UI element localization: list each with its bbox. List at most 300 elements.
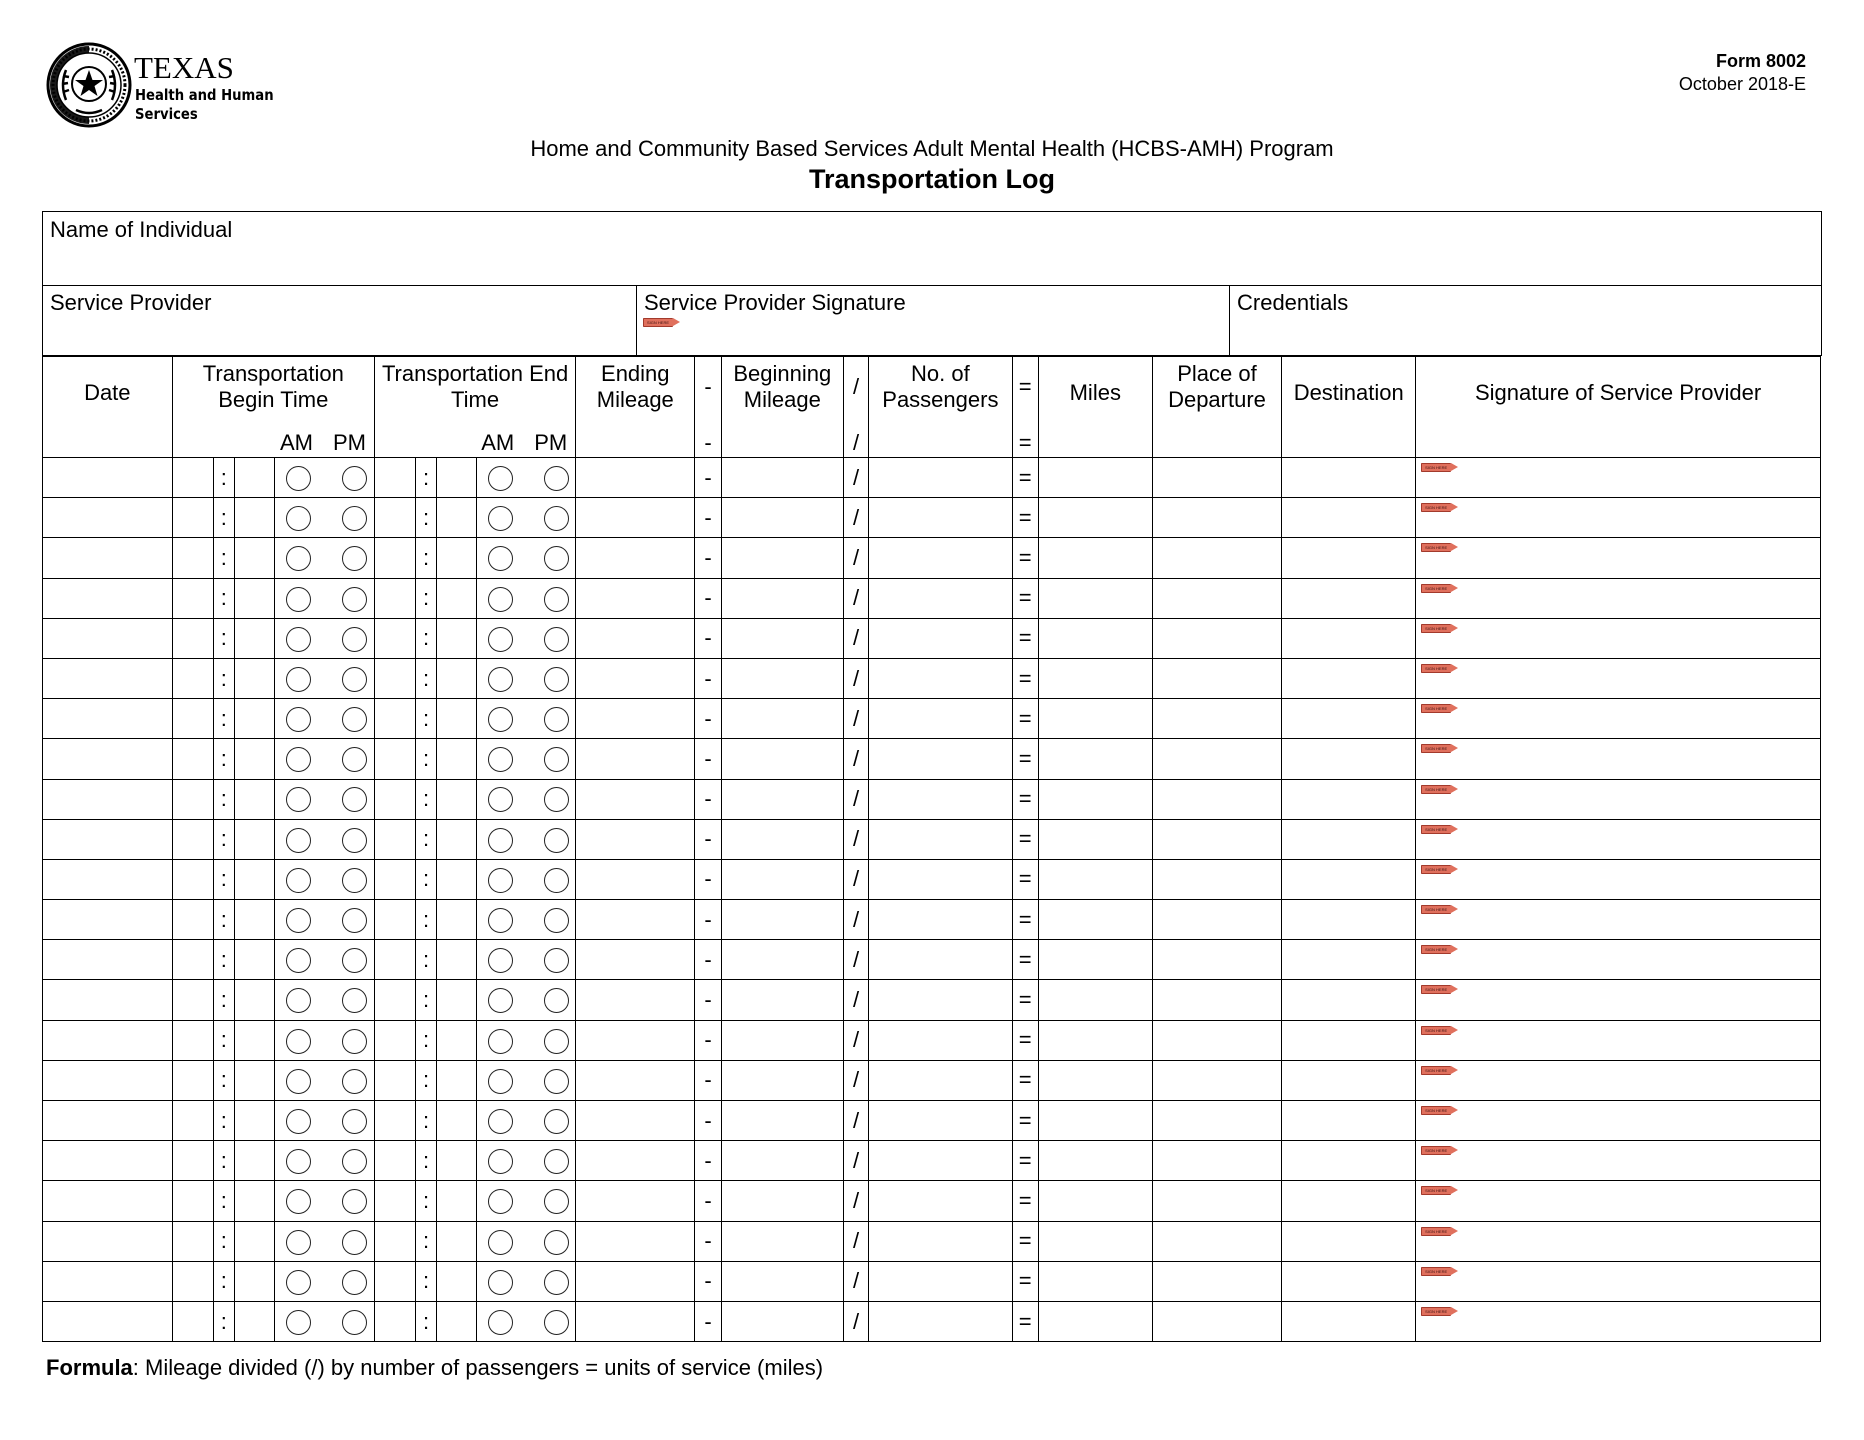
- date-cell[interactable]: [43, 1101, 173, 1141]
- signature-cell[interactable]: [1416, 1221, 1821, 1261]
- ending-mileage-cell[interactable]: [576, 1020, 695, 1060]
- begin-pm-radio[interactable]: [342, 1109, 367, 1134]
- end-minute-cell[interactable]: [437, 980, 477, 1020]
- miles-cell[interactable]: [1038, 1101, 1152, 1141]
- end-hour-cell[interactable]: [374, 1301, 415, 1341]
- signature-cell[interactable]: [1416, 578, 1821, 618]
- departure-cell[interactable]: [1152, 980, 1282, 1020]
- ending-mileage-cell[interactable]: [576, 859, 695, 899]
- begin-am-radio[interactable]: [286, 587, 311, 612]
- departure-cell[interactable]: [1152, 859, 1282, 899]
- departure-cell[interactable]: [1152, 618, 1282, 658]
- end-hour-cell[interactable]: [374, 618, 415, 658]
- begin-pm-radio[interactable]: [342, 948, 367, 973]
- begin-am-radio[interactable]: [286, 1069, 311, 1094]
- begin-minute-cell[interactable]: [234, 699, 274, 739]
- sign-here-tag-icon[interactable]: [1421, 945, 1451, 954]
- begin-hour-cell[interactable]: [172, 980, 213, 1020]
- miles-cell[interactable]: [1038, 458, 1152, 498]
- signature-cell[interactable]: [1416, 1020, 1821, 1060]
- miles-cell[interactable]: [1038, 739, 1152, 779]
- ending-mileage-cell[interactable]: [576, 1060, 695, 1100]
- destination-cell[interactable]: [1282, 578, 1416, 618]
- date-cell[interactable]: [43, 1141, 173, 1181]
- date-cell[interactable]: [43, 940, 173, 980]
- sign-here-tag-icon[interactable]: [1421, 503, 1451, 512]
- end-pm-radio[interactable]: [544, 627, 569, 652]
- sign-here-tag-icon[interactable]: [1421, 624, 1451, 633]
- date-cell[interactable]: [43, 1060, 173, 1100]
- ending-mileage-cell[interactable]: [576, 900, 695, 940]
- destination-cell[interactable]: [1282, 1060, 1416, 1100]
- signature-cell[interactable]: [1416, 900, 1821, 940]
- begin-pm-radio[interactable]: [342, 1270, 367, 1295]
- end-hour-cell[interactable]: [374, 900, 415, 940]
- destination-cell[interactable]: [1282, 900, 1416, 940]
- sign-here-tag-icon[interactable]: [1421, 1267, 1451, 1276]
- end-am-radio[interactable]: [488, 948, 513, 973]
- beginning-mileage-cell[interactable]: [721, 699, 843, 739]
- end-am-radio[interactable]: [488, 868, 513, 893]
- end-am-radio[interactable]: [488, 828, 513, 853]
- begin-pm-radio[interactable]: [342, 506, 367, 531]
- end-hour-cell[interactable]: [374, 578, 415, 618]
- begin-am-radio[interactable]: [286, 667, 311, 692]
- begin-pm-radio[interactable]: [342, 1149, 367, 1174]
- departure-cell[interactable]: [1152, 578, 1282, 618]
- begin-pm-radio[interactable]: [342, 546, 367, 571]
- end-hour-cell[interactable]: [374, 658, 415, 698]
- end-hour-cell[interactable]: [374, 779, 415, 819]
- begin-am-radio[interactable]: [286, 908, 311, 933]
- end-am-radio[interactable]: [488, 546, 513, 571]
- service-provider-signature-field[interactable]: [636, 285, 1230, 355]
- begin-minute-cell[interactable]: [234, 1301, 274, 1341]
- sign-here-tag-icon[interactable]: [1421, 1066, 1451, 1075]
- end-minute-cell[interactable]: [437, 618, 477, 658]
- beginning-mileage-cell[interactable]: [721, 1301, 843, 1341]
- beginning-mileage-cell[interactable]: [721, 1060, 843, 1100]
- departure-cell[interactable]: [1152, 538, 1282, 578]
- beginning-mileage-cell[interactable]: [721, 900, 843, 940]
- begin-hour-cell[interactable]: [172, 1261, 213, 1301]
- begin-pm-radio[interactable]: [342, 627, 367, 652]
- signature-cell[interactable]: [1416, 498, 1821, 538]
- begin-pm-radio[interactable]: [342, 466, 367, 491]
- end-minute-cell[interactable]: [437, 1221, 477, 1261]
- end-minute-cell[interactable]: [437, 578, 477, 618]
- signature-cell[interactable]: [1416, 1101, 1821, 1141]
- signature-cell[interactable]: [1416, 940, 1821, 980]
- beginning-mileage-cell[interactable]: [721, 458, 843, 498]
- date-cell[interactable]: [43, 1221, 173, 1261]
- sign-here-tag-icon[interactable]: [1421, 463, 1451, 472]
- signature-cell[interactable]: [1416, 1141, 1821, 1181]
- end-minute-cell[interactable]: [437, 699, 477, 739]
- date-cell[interactable]: [43, 819, 173, 859]
- begin-minute-cell[interactable]: [234, 739, 274, 779]
- passengers-cell[interactable]: [869, 538, 1012, 578]
- begin-pm-radio[interactable]: [342, 1310, 367, 1335]
- begin-minute-cell[interactable]: [234, 1221, 274, 1261]
- departure-cell[interactable]: [1152, 1060, 1282, 1100]
- ending-mileage-cell[interactable]: [576, 819, 695, 859]
- end-hour-cell[interactable]: [374, 458, 415, 498]
- end-pm-radio[interactable]: [544, 1230, 569, 1255]
- end-hour-cell[interactable]: [374, 980, 415, 1020]
- begin-pm-radio[interactable]: [342, 707, 367, 732]
- signature-cell[interactable]: [1416, 739, 1821, 779]
- destination-cell[interactable]: [1282, 538, 1416, 578]
- begin-hour-cell[interactable]: [172, 458, 213, 498]
- sign-here-tag-icon[interactable]: [1421, 905, 1451, 914]
- end-pm-radio[interactable]: [544, 908, 569, 933]
- miles-cell[interactable]: [1038, 699, 1152, 739]
- ending-mileage-cell[interactable]: [576, 1181, 695, 1221]
- begin-am-radio[interactable]: [286, 948, 311, 973]
- begin-hour-cell[interactable]: [172, 1181, 213, 1221]
- passengers-cell[interactable]: [869, 779, 1012, 819]
- end-hour-cell[interactable]: [374, 498, 415, 538]
- end-minute-cell[interactable]: [437, 779, 477, 819]
- date-cell[interactable]: [43, 699, 173, 739]
- passengers-cell[interactable]: [869, 1301, 1012, 1341]
- end-pm-radio[interactable]: [544, 1109, 569, 1134]
- end-hour-cell[interactable]: [374, 538, 415, 578]
- begin-hour-cell[interactable]: [172, 1101, 213, 1141]
- end-pm-radio[interactable]: [544, 787, 569, 812]
- end-minute-cell[interactable]: [437, 1141, 477, 1181]
- passengers-cell[interactable]: [869, 1101, 1012, 1141]
- sign-here-tag-icon[interactable]: [1421, 1106, 1451, 1115]
- date-cell[interactable]: [43, 578, 173, 618]
- begin-hour-cell[interactable]: [172, 1221, 213, 1261]
- end-hour-cell[interactable]: [374, 1101, 415, 1141]
- begin-am-radio[interactable]: [286, 466, 311, 491]
- departure-cell[interactable]: [1152, 1101, 1282, 1141]
- begin-am-radio[interactable]: [286, 546, 311, 571]
- destination-cell[interactable]: [1282, 699, 1416, 739]
- miles-cell[interactable]: [1038, 940, 1152, 980]
- destination-cell[interactable]: [1282, 859, 1416, 899]
- beginning-mileage-cell[interactable]: [721, 1221, 843, 1261]
- destination-cell[interactable]: [1282, 1221, 1416, 1261]
- departure-cell[interactable]: [1152, 458, 1282, 498]
- begin-pm-radio[interactable]: [342, 1230, 367, 1255]
- passengers-cell[interactable]: [869, 1141, 1012, 1181]
- beginning-mileage-cell[interactable]: [721, 1261, 843, 1301]
- begin-minute-cell[interactable]: [234, 1141, 274, 1181]
- end-am-radio[interactable]: [488, 707, 513, 732]
- sign-here-tag-icon[interactable]: [1421, 985, 1451, 994]
- begin-am-radio[interactable]: [286, 1270, 311, 1295]
- passengers-cell[interactable]: [869, 1221, 1012, 1261]
- begin-minute-cell[interactable]: [234, 618, 274, 658]
- sign-here-tag-icon[interactable]: [1421, 1186, 1451, 1195]
- date-cell[interactable]: [43, 859, 173, 899]
- end-am-radio[interactable]: [488, 667, 513, 692]
- miles-cell[interactable]: [1038, 1020, 1152, 1060]
- departure-cell[interactable]: [1152, 940, 1282, 980]
- miles-cell[interactable]: [1038, 1141, 1152, 1181]
- beginning-mileage-cell[interactable]: [721, 859, 843, 899]
- sign-here-tag-icon[interactable]: [1421, 664, 1451, 673]
- passengers-cell[interactable]: [869, 1261, 1012, 1301]
- end-minute-cell[interactable]: [437, 1101, 477, 1141]
- destination-cell[interactable]: [1282, 819, 1416, 859]
- passengers-cell[interactable]: [869, 980, 1012, 1020]
- destination-cell[interactable]: [1282, 739, 1416, 779]
- end-am-radio[interactable]: [488, 988, 513, 1013]
- end-hour-cell[interactable]: [374, 739, 415, 779]
- destination-cell[interactable]: [1282, 1181, 1416, 1221]
- end-minute-cell[interactable]: [437, 1301, 477, 1341]
- end-am-radio[interactable]: [488, 506, 513, 531]
- end-am-radio[interactable]: [488, 1230, 513, 1255]
- end-minute-cell[interactable]: [437, 859, 477, 899]
- begin-minute-cell[interactable]: [234, 1181, 274, 1221]
- end-minute-cell[interactable]: [437, 538, 477, 578]
- end-minute-cell[interactable]: [437, 819, 477, 859]
- signature-cell[interactable]: [1416, 859, 1821, 899]
- begin-hour-cell[interactable]: [172, 739, 213, 779]
- miles-cell[interactable]: [1038, 1060, 1152, 1100]
- end-pm-radio[interactable]: [544, 506, 569, 531]
- end-am-radio[interactable]: [488, 908, 513, 933]
- departure-cell[interactable]: [1152, 658, 1282, 698]
- date-cell[interactable]: [43, 900, 173, 940]
- begin-pm-radio[interactable]: [342, 747, 367, 772]
- end-pm-radio[interactable]: [544, 587, 569, 612]
- end-hour-cell[interactable]: [374, 819, 415, 859]
- signature-cell[interactable]: [1416, 1301, 1821, 1341]
- begin-pm-radio[interactable]: [342, 828, 367, 853]
- begin-minute-cell[interactable]: [234, 1261, 274, 1301]
- signature-cell[interactable]: [1416, 980, 1821, 1020]
- signature-cell[interactable]: [1416, 458, 1821, 498]
- sign-here-tag-icon[interactable]: [1421, 825, 1451, 834]
- passengers-cell[interactable]: [869, 618, 1012, 658]
- miles-cell[interactable]: [1038, 1261, 1152, 1301]
- end-hour-cell[interactable]: [374, 1020, 415, 1060]
- end-minute-cell[interactable]: [437, 1060, 477, 1100]
- end-hour-cell[interactable]: [374, 1181, 415, 1221]
- begin-minute-cell[interactable]: [234, 658, 274, 698]
- date-cell[interactable]: [43, 739, 173, 779]
- begin-am-radio[interactable]: [286, 627, 311, 652]
- departure-cell[interactable]: [1152, 900, 1282, 940]
- signature-cell[interactable]: [1416, 779, 1821, 819]
- miles-cell[interactable]: [1038, 498, 1152, 538]
- destination-cell[interactable]: [1282, 940, 1416, 980]
- begin-hour-cell[interactable]: [172, 498, 213, 538]
- destination-cell[interactable]: [1282, 458, 1416, 498]
- ending-mileage-cell[interactable]: [576, 1141, 695, 1181]
- end-hour-cell[interactable]: [374, 1141, 415, 1181]
- date-cell[interactable]: [43, 980, 173, 1020]
- ending-mileage-cell[interactable]: [576, 1101, 695, 1141]
- begin-minute-cell[interactable]: [234, 980, 274, 1020]
- date-cell[interactable]: [43, 1301, 173, 1341]
- passengers-cell[interactable]: [869, 458, 1012, 498]
- date-cell[interactable]: [43, 1181, 173, 1221]
- begin-minute-cell[interactable]: [234, 779, 274, 819]
- beginning-mileage-cell[interactable]: [721, 980, 843, 1020]
- miles-cell[interactable]: [1038, 859, 1152, 899]
- begin-minute-cell[interactable]: [234, 498, 274, 538]
- destination-cell[interactable]: [1282, 1261, 1416, 1301]
- miles-cell[interactable]: [1038, 578, 1152, 618]
- passengers-cell[interactable]: [869, 1060, 1012, 1100]
- miles-cell[interactable]: [1038, 980, 1152, 1020]
- end-pm-radio[interactable]: [544, 1029, 569, 1054]
- begin-hour-cell[interactable]: [172, 859, 213, 899]
- end-am-radio[interactable]: [488, 1270, 513, 1295]
- begin-am-radio[interactable]: [286, 1029, 311, 1054]
- miles-cell[interactable]: [1038, 658, 1152, 698]
- end-am-radio[interactable]: [488, 787, 513, 812]
- sign-here-tag-icon[interactable]: [1421, 1307, 1451, 1316]
- end-pm-radio[interactable]: [544, 948, 569, 973]
- departure-cell[interactable]: [1152, 819, 1282, 859]
- ending-mileage-cell[interactable]: [576, 1221, 695, 1261]
- begin-am-radio[interactable]: [286, 1230, 311, 1255]
- begin-pm-radio[interactable]: [342, 1189, 367, 1214]
- date-cell[interactable]: [43, 498, 173, 538]
- destination-cell[interactable]: [1282, 658, 1416, 698]
- begin-minute-cell[interactable]: [234, 900, 274, 940]
- end-am-radio[interactable]: [488, 1149, 513, 1174]
- sign-here-tag-icon[interactable]: [1421, 1146, 1451, 1155]
- begin-pm-radio[interactable]: [342, 1069, 367, 1094]
- date-cell[interactable]: [43, 618, 173, 658]
- signature-cell[interactable]: [1416, 658, 1821, 698]
- departure-cell[interactable]: [1152, 1181, 1282, 1221]
- begin-hour-cell[interactable]: [172, 940, 213, 980]
- begin-minute-cell[interactable]: [234, 1060, 274, 1100]
- signature-cell[interactable]: [1416, 1181, 1821, 1221]
- ending-mileage-cell[interactable]: [576, 1301, 695, 1341]
- end-am-radio[interactable]: [488, 1189, 513, 1214]
- begin-am-radio[interactable]: [286, 1189, 311, 1214]
- begin-am-radio[interactable]: [286, 988, 311, 1013]
- end-pm-radio[interactable]: [544, 1189, 569, 1214]
- begin-hour-cell[interactable]: [172, 578, 213, 618]
- passengers-cell[interactable]: [869, 900, 1012, 940]
- end-pm-radio[interactable]: [544, 828, 569, 853]
- end-pm-radio[interactable]: [544, 1310, 569, 1335]
- miles-cell[interactable]: [1038, 618, 1152, 658]
- miles-cell[interactable]: [1038, 779, 1152, 819]
- end-minute-cell[interactable]: [437, 1261, 477, 1301]
- departure-cell[interactable]: [1152, 1020, 1282, 1060]
- sign-here-tag-icon[interactable]: [1421, 744, 1451, 753]
- begin-minute-cell[interactable]: [234, 940, 274, 980]
- beginning-mileage-cell[interactable]: [721, 819, 843, 859]
- begin-am-radio[interactable]: [286, 707, 311, 732]
- ending-mileage-cell[interactable]: [576, 739, 695, 779]
- end-am-radio[interactable]: [488, 1029, 513, 1054]
- ending-mileage-cell[interactable]: [576, 940, 695, 980]
- ending-mileage-cell[interactable]: [576, 618, 695, 658]
- end-am-radio[interactable]: [488, 587, 513, 612]
- sign-here-tag-icon[interactable]: [1421, 865, 1451, 874]
- end-am-radio[interactable]: [488, 1310, 513, 1335]
- ending-mileage-cell[interactable]: [576, 578, 695, 618]
- end-hour-cell[interactable]: [374, 1221, 415, 1261]
- departure-cell[interactable]: [1152, 779, 1282, 819]
- end-minute-cell[interactable]: [437, 940, 477, 980]
- begin-hour-cell[interactable]: [172, 699, 213, 739]
- date-cell[interactable]: [43, 1261, 173, 1301]
- date-cell[interactable]: [43, 779, 173, 819]
- end-hour-cell[interactable]: [374, 940, 415, 980]
- begin-pm-radio[interactable]: [342, 988, 367, 1013]
- begin-minute-cell[interactable]: [234, 538, 274, 578]
- begin-am-radio[interactable]: [286, 828, 311, 853]
- begin-hour-cell[interactable]: [172, 618, 213, 658]
- end-minute-cell[interactable]: [437, 1181, 477, 1221]
- end-hour-cell[interactable]: [374, 1261, 415, 1301]
- departure-cell[interactable]: [1152, 1301, 1282, 1341]
- beginning-mileage-cell[interactable]: [721, 779, 843, 819]
- passengers-cell[interactable]: [869, 940, 1012, 980]
- signature-cell[interactable]: [1416, 538, 1821, 578]
- begin-hour-cell[interactable]: [172, 779, 213, 819]
- sign-here-tag-icon[interactable]: [1421, 704, 1451, 713]
- departure-cell[interactable]: [1152, 1221, 1282, 1261]
- end-pm-radio[interactable]: [544, 1069, 569, 1094]
- ending-mileage-cell[interactable]: [576, 699, 695, 739]
- date-cell[interactable]: [43, 1020, 173, 1060]
- service-provider-field[interactable]: [43, 285, 636, 355]
- begin-hour-cell[interactable]: [172, 900, 213, 940]
- begin-hour-cell[interactable]: [172, 819, 213, 859]
- begin-minute-cell[interactable]: [234, 1020, 274, 1060]
- sign-here-tag-icon[interactable]: [1421, 1227, 1451, 1236]
- end-am-radio[interactable]: [488, 627, 513, 652]
- beginning-mileage-cell[interactable]: [721, 1101, 843, 1141]
- ending-mileage-cell[interactable]: [576, 498, 695, 538]
- beginning-mileage-cell[interactable]: [721, 578, 843, 618]
- sign-here-tag-icon[interactable]: [1421, 785, 1451, 794]
- begin-am-radio[interactable]: [286, 506, 311, 531]
- begin-minute-cell[interactable]: [234, 578, 274, 618]
- ending-mileage-cell[interactable]: [576, 980, 695, 1020]
- beginning-mileage-cell[interactable]: [721, 940, 843, 980]
- end-pm-radio[interactable]: [544, 667, 569, 692]
- sign-here-tag-icon[interactable]: [1421, 543, 1451, 552]
- departure-cell[interactable]: [1152, 498, 1282, 538]
- ending-mileage-cell[interactable]: [576, 458, 695, 498]
- credentials-field[interactable]: [1229, 285, 1821, 355]
- departure-cell[interactable]: [1152, 699, 1282, 739]
- miles-cell[interactable]: [1038, 819, 1152, 859]
- sign-here-tag-icon[interactable]: [643, 318, 673, 327]
- begin-pm-radio[interactable]: [342, 787, 367, 812]
- miles-cell[interactable]: [1038, 900, 1152, 940]
- end-pm-radio[interactable]: [544, 1149, 569, 1174]
- end-pm-radio[interactable]: [544, 1270, 569, 1295]
- passengers-cell[interactable]: [869, 819, 1012, 859]
- end-pm-radio[interactable]: [544, 988, 569, 1013]
- end-minute-cell[interactable]: [437, 1020, 477, 1060]
- destination-cell[interactable]: [1282, 1141, 1416, 1181]
- begin-pm-radio[interactable]: [342, 587, 367, 612]
- begin-minute-cell[interactable]: [234, 1101, 274, 1141]
- ending-mileage-cell[interactable]: [576, 658, 695, 698]
- end-hour-cell[interactable]: [374, 1060, 415, 1100]
